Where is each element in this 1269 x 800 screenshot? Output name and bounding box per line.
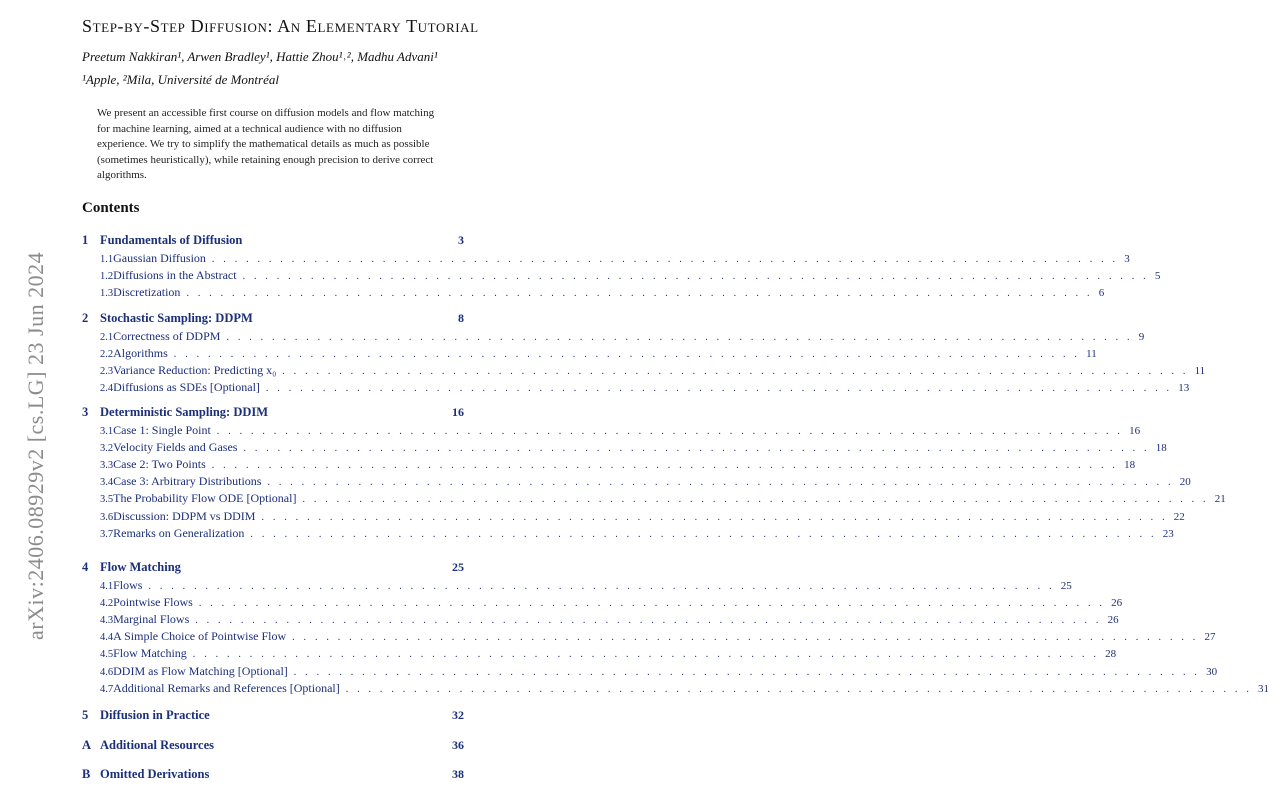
toc-subsection-title: DDIM as Flow Matching [Optional] (113, 663, 288, 678)
toc-subsection-page: 28 (1105, 648, 1117, 661)
toc-subsection-number: 4.6 (100, 666, 114, 678)
toc-dot-leader: . . . . . . . . . . . . . . . . . . . . . . . . . . . . . . . . . . . . . . . . . . . . . . . . . . . . . . . . . . . . . . . . . . . . . . . . . . . . . . . . (282, 365, 1189, 377)
toc-subsection-number: 3.2 (100, 442, 114, 454)
toc-subsection[interactable] (82, 594, 1123, 612)
toc-dot-leader: . . . . . . . . . . . . . . . . . . . . . . . . . . . . . . . . . . . . . . . . . . . . . . . . . . . . . . . . . . . . . . . . . . . . . . . . . . . . . . . . (198, 597, 1106, 609)
toc-subsection-page: 13 (1178, 382, 1190, 395)
toc-subsection-number: 4.3 (100, 614, 114, 626)
toc-dot-leader: . . . . . . . . . . . . . . . . . . . . . . . . . . . . . . . . . . . . . . . . . . . . . . . . . . . . . . . . . . . . . . . . . . . . . . . . . . . . . . . . (302, 494, 1209, 506)
toc-section-page: 32 (452, 708, 464, 722)
toc-subsection[interactable] (82, 663, 1218, 681)
toc-dot-leader: . . . . . . . . . . . . . . . . . . . . . . . . . . . . . . . . . . . . . . . . . . . . . . . . . . . . . . . . . . . . . . . . . . . . . . . . . . . . . . . . (242, 270, 1149, 282)
toc-subsection-page: 3 (1124, 252, 1130, 265)
toc-subsection[interactable] (82, 491, 1226, 508)
toc-dot-leader: . . . . . . . . . . . . . . . . . . . . . . . . . . . . . . . . . . . . . . . . . . . . . . . . . . . . . . . . . . . . . . . . . . . . . . . . . . . . . . . . (192, 649, 1100, 661)
toc-subsection[interactable] (82, 328, 1145, 346)
toc-section-page: 3 (458, 233, 464, 247)
toc-subsection[interactable] (82, 525, 1174, 543)
toc-section[interactable] (82, 708, 464, 725)
toc-section-number: 5 (82, 708, 89, 722)
toc-subsection-number: 3.3 (100, 459, 114, 471)
toc-subsection-title: A Simple Choice of Pointwise Flow (113, 629, 287, 644)
toc-subsection[interactable] (82, 456, 1136, 474)
toc-subsection-number: 2.4 (100, 383, 114, 395)
paper-authors: Preetum Nakkiran¹, Arwen Bradley¹, Hattie Zhou¹˒², Madhu Advani¹ (82, 49, 438, 64)
toc-subsection-page: 5 (1154, 269, 1161, 282)
toc-subsection-number: 2.3 (100, 365, 114, 377)
toc-dot-leader: . . . . . . . . . . . . . . . . . . . . . . . . . . . . . . . . . . . . . . . . . . . . . . . . . . . . . . . . . . . . . . . . . . . . . . . . . . . . . . . . (261, 511, 1168, 523)
toc-subsection-title: Diffusions in the Abstract (113, 267, 237, 282)
toc-subsection-number: 3.5 (100, 494, 114, 506)
toc-subsection-title: Correctness of DDPM (113, 328, 221, 343)
toc-section[interactable] (82, 560, 464, 577)
toc-subsection-page: 31 (1258, 682, 1269, 695)
toc-dot-leader: . . . . . . . . . . . . . . . . . . . . . . . . . . . . . . . . . . . . . . . . . . . . . . . . . . . . . . . . . . . . . . . . . . . . . . . . . . . . . . . . (226, 331, 1133, 343)
toc-subsection-page: 26 (1111, 596, 1123, 609)
toc-section-number: B (82, 767, 91, 781)
toc-subsection-title: Pointwise Flows (113, 594, 193, 609)
toc-section[interactable] (82, 233, 464, 250)
toc-subsection-page: 20 (1179, 476, 1191, 489)
toc-dot-leader: . . . . . . . . . . . . . . . . . . . . . . . . . . . . . . . . . . . . . . . . . . . . . . . . . . . . . . . . . . . . . . . . . . . . . . . . . . . . . . . . (267, 477, 1174, 489)
toc-dot-leader: . . . . . . . . . . . . . . . . . . . . . . . . . . . . . . . . . . . . . . . . . . . . . . . . . . . . . . . . . . . . . . . . . . . . . . . . . . . . . . . . (186, 287, 1093, 299)
paper-affiliations: ¹Apple, ²Mila, Université de Montréal (82, 72, 279, 87)
toc-subsection-number: 2.1 (100, 331, 114, 343)
toc-subsection[interactable] (82, 267, 1161, 285)
arxiv-stamp-text: arXiv:2406.08929v2 [cs.LG] 23 Jun 2024 (23, 251, 48, 640)
toc-section-page: 25 (452, 560, 464, 574)
toc-subsection[interactable] (82, 380, 1190, 397)
toc-section-page: 36 (452, 738, 464, 752)
toc-section-page: 16 (452, 405, 464, 419)
toc-subsection[interactable] (82, 250, 1130, 268)
toc-dot-leader: . . . . . . . . . . . . . . . . . . . . . . . . . . . . . . . . . . . . . . . . . . . . . . . . . . . . . . . . . . . . . . . . . . . . . . . . . . . . . . . . (292, 632, 1199, 644)
toc-subsection[interactable] (82, 577, 1072, 595)
toc-subsection-number: 3.1 (100, 425, 114, 437)
toc-subsection-title: Case 2: Two Points (113, 456, 206, 471)
contents-heading: Contents (82, 200, 140, 216)
toc-dot-leader: . . . . . . . . . . . . . . . . . . . . . . . . . . . . . . . . . . . . . . . . . . . . . . . . . . . . . . . . . . . . . . . . . . . . . . . . . . . . . . . . (345, 683, 1253, 695)
toc-subsection-number: 3.7 (100, 528, 114, 540)
toc-subsection-page: 30 (1206, 665, 1218, 678)
toc-subsection-page: 26 (1107, 613, 1119, 626)
toc-section[interactable] (82, 405, 464, 422)
toc-section-title: Additional Resources (100, 738, 215, 752)
toc-subsection-number: 3.4 (100, 477, 114, 489)
toc-subsection[interactable] (82, 646, 1117, 663)
toc-dot-leader: . . . . . . . . . . . . . . . . . . . . . . . . . . . . . . . . . . . . . . . . . . . . . . . . . . . . . . . . . . . . . . . . . . . . . . . . . . . . . . . . (211, 459, 1119, 471)
toc-dot-leader: . . . . . . . . . . . . . . . . . . . . . . . . . . . . . . . . . . . . . . . . . . . . . . . . . . . . . . . . . . . . . . . . . . . . . . . . . . . . . . . . (211, 253, 1119, 265)
toc-section-title: Stochastic Sampling: DDPM (100, 311, 253, 325)
toc-dot-leader: . . . . . . . . . . . . . . . . . . . . . . . . . . . . . . . . . . . . . . . . . . . . . . . . . . . . . . . . . . . . . . . . . . . . . . . . . . . . . . . . (265, 383, 1173, 395)
toc-subsection-page: 16 (1129, 424, 1141, 437)
toc-subsection[interactable] (82, 422, 1141, 440)
toc-subsection[interactable] (82, 629, 1216, 646)
toc-subsection-number: 4.4 (100, 632, 114, 644)
toc-subsection-number: 4.5 (100, 649, 114, 661)
toc-section-title: Deterministic Sampling: DDIM (100, 405, 269, 419)
toc-dot-leader: . . . . . . . . . . . . . . . . . . . . . . . . . . . . . . . . . . . . . . . . . . . . . . . . . . . . . . . . . . . . . . . . . . . . . . . . . . . . . . . . (243, 442, 1150, 454)
toc-dot-leader: . . . . . . . . . . . . . . . . . . . . . . . . . . . . . . . . . . . . . . . . . . . . . . . . . . . . . . . . . . . . . . . . . . . . . . . . . . . . . . . . (195, 614, 1102, 626)
toc-section[interactable] (82, 311, 464, 328)
toc-dot-leader: . . . . . . . . . . . . . . . . . . . . . . . . . . . . . . . . . . . . . . . . . . . . . . . . . . . . . . . . . . . . . . . . . . . . . . . . . . . . . . . . (148, 580, 1055, 592)
toc-section-number: 4 (82, 560, 89, 574)
toc-subsection-page: 18 (1155, 441, 1167, 454)
toc-subsection-page: 11 (1194, 364, 1206, 377)
toc-subsection-title: Marginal Flows (113, 611, 190, 626)
paper-title: Step-by-Step Diffusion: An Elementary Tutorial (82, 16, 479, 36)
toc-subsection[interactable] (82, 345, 1097, 363)
toc-subsection-page: 9 (1138, 330, 1145, 343)
toc-subsection[interactable] (82, 680, 1269, 698)
toc-subsection-page: 23 (1162, 527, 1174, 540)
toc-section-page: 38 (452, 767, 464, 781)
toc-subsection-title: Discussion: DDPM vs DDIM (113, 508, 256, 523)
arxiv-stamp (17, 200, 67, 640)
toc-subsection-title: Flow Matching (113, 646, 187, 661)
toc-subsection-page: 6 (1098, 286, 1105, 299)
toc-subsection[interactable] (82, 474, 1191, 491)
toc-section-number: A (82, 738, 92, 752)
toc-subsection-title: Case 3: Arbitrary Distributions (113, 474, 262, 489)
toc-subsection[interactable] (82, 439, 1167, 457)
toc-section[interactable] (82, 738, 464, 755)
toc-subsection-title: Algorithms (113, 345, 168, 360)
toc-subsection-page: 18 (1124, 458, 1136, 471)
toc-subsection-number: 3.6 (100, 511, 114, 523)
toc-section-title: Flow Matching (100, 560, 181, 574)
toc-section-number: 2 (82, 311, 89, 325)
toc-dot-leader: . . . . . . . . . . . . . . . . . . . . . . . . . . . . . . . . . . . . . . . . . . . . . . . . . . . . . . . . . . . . . . . . . . . . . . . . . . . . . . . . (216, 425, 1124, 437)
toc-section-title: Diffusion in Practice (100, 708, 210, 722)
toc-subsection[interactable] (82, 284, 1105, 302)
toc-subsection-title: Velocity Fields and Gases (113, 439, 238, 454)
toc-subsection-page: 11 (1086, 347, 1097, 360)
toc-dot-leader: . . . . . . . . . . . . . . . . . . . . . . . . . . . . . . . . . . . . . . . . . . . . . . . . . . . . . . . . . . . . . . . . . . . . . . . . . . . . . . . . (250, 528, 1157, 540)
toc-section-number: 1 (82, 233, 89, 247)
paper-abstract: We present an accessible first course on diffusion models and flow matching for machine learning, aimed at a technical audience with no diffusion experience. We try to simplify the mathematical details as much as possible (sometimes heuristically), while retaining enough precision to derive correct algorithms. (97, 107, 435, 181)
toc-subsection[interactable] (82, 611, 1119, 629)
toc-dot-leader: . . . . . . . . . . . . . . . . . . . . . . . . . . . . . . . . . . . . . . . . . . . . . . . . . . . . . . . . . . . . . . . . . . . . . . . . . . . . . . . . (293, 666, 1201, 678)
toc-section-page: 8 (458, 311, 464, 325)
toc-subsection-title: Additional Remarks and References [Optional] (113, 680, 340, 695)
toc-subsection[interactable] (82, 508, 1185, 526)
toc-subsection-title: Remarks on Generalization (113, 525, 245, 540)
toc-section-title: Fundamentals of Diffusion (100, 233, 243, 247)
toc-subsection-page: 27 (1204, 631, 1216, 644)
toc-subsection-title: Variance Reduction: Predicting x₀ (113, 362, 277, 377)
toc-subsection-number: 4.1 (100, 580, 114, 592)
toc-subsection-title: The Probability Flow ODE [Optional] (113, 491, 297, 506)
toc-section-number: 3 (82, 405, 89, 419)
toc-section-title: Omitted Derivations (100, 767, 210, 781)
toc-subsection-page: 21 (1214, 493, 1226, 506)
toc-subsection-number: 4.2 (100, 597, 114, 609)
toc-subsection-title: Flows (113, 577, 143, 592)
toc-subsection-number: 1.3 (100, 287, 114, 299)
toc-section[interactable] (82, 767, 464, 784)
toc-subsection-number: 1.2 (100, 270, 114, 282)
toc-subsection-number: 1.1 (100, 253, 114, 265)
toc-subsection-title: Diffusions as SDEs [Optional] (113, 380, 260, 395)
toc-subsection-title: Gaussian Diffusion (113, 250, 206, 265)
toc-subsection-title: Discretization (113, 284, 181, 299)
toc-subsection-number: 4.7 (100, 683, 114, 695)
toc-subsection-page: 25 (1060, 579, 1072, 592)
toc-subsection[interactable] (82, 362, 1206, 380)
toc-subsection-page: 22 (1173, 510, 1185, 523)
toc-subsection-title: Case 1: Single Point (113, 422, 211, 437)
toc-subsection-number: 2.2 (100, 348, 114, 360)
toc-dot-leader: . . . . . . . . . . . . . . . . . . . . . . . . . . . . . . . . . . . . . . . . . . . . . . . . . . . . . . . . . . . . . . . . . . . . . . . . . . . . . . . . (173, 348, 1081, 360)
